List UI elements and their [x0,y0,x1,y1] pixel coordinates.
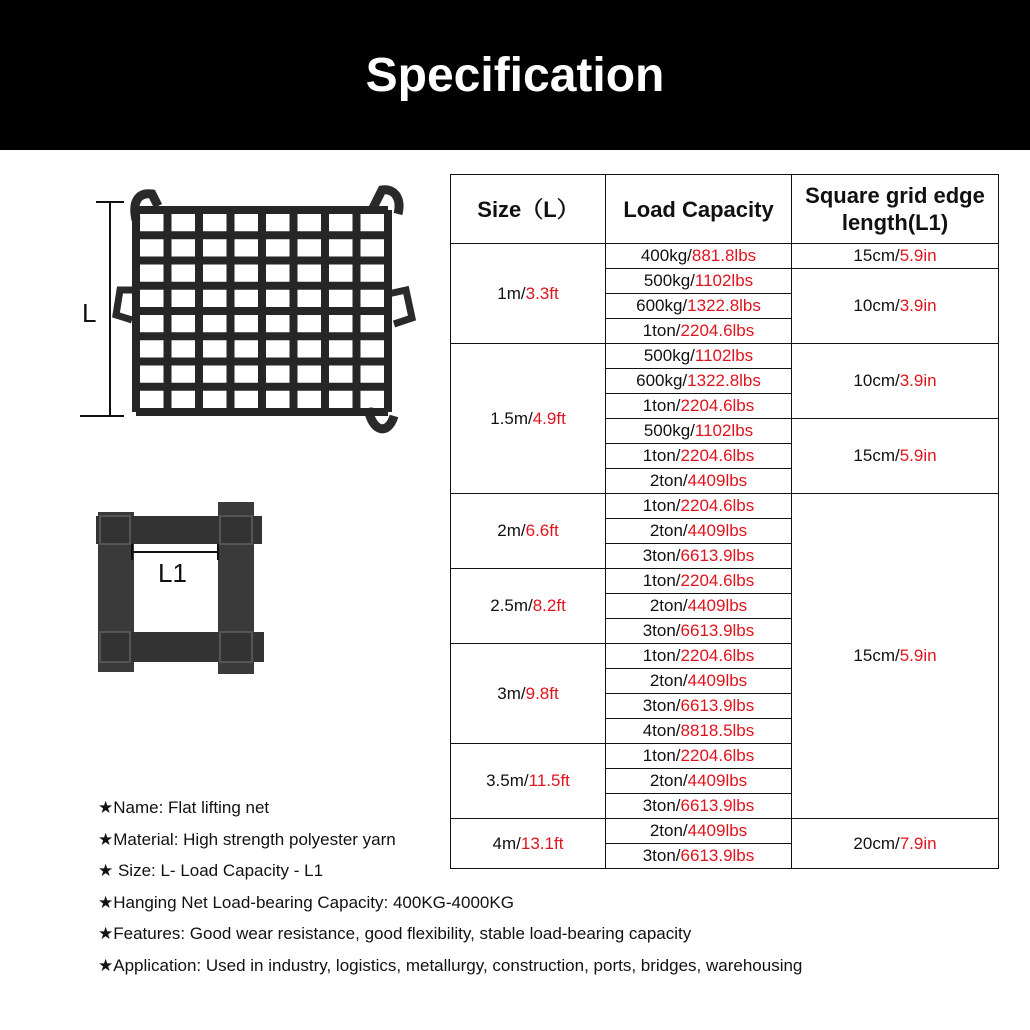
load-capacity-cell-metric: 500kg/ [643,346,695,365]
grid-length-cell [792,819,999,869]
size-cell [451,644,606,744]
load-capacity-cell-metric: 500kg/ [643,421,695,440]
grid-length-cell-imperial: 3.9in [899,371,937,390]
load-capacity-cell [606,744,792,769]
load-capacity-cell-imperial: 6613.9lbs [680,546,755,565]
load-capacity-cell-metric: 1ton/ [642,496,681,515]
load-capacity-cell [606,494,792,519]
load-capacity-cell-metric: 2ton/ [649,671,688,690]
size-cell-metric: 3.5m/ [486,771,529,790]
size-cell-metric: 2.5m/ [490,596,533,615]
load-capacity-cell-imperial: 6613.9lbs [680,621,755,640]
load-capacity-cell-metric: 2ton/ [649,596,688,615]
load-capacity-cell-metric: 1ton/ [642,571,681,590]
load-capacity-cell-imperial: 6613.9lbs [680,796,755,815]
load-capacity-cell-imperial: 1102lbs [694,421,754,440]
load-capacity-cell [606,769,792,794]
load-capacity-cell [606,569,792,594]
grid-length-cell-metric: 10cm/ [853,296,900,315]
load-capacity-cell [606,669,792,694]
grid-length-cell-imperial: 5.9in [899,246,937,265]
load-capacity-cell-imperial: 1322.8lbs [687,371,761,390]
load-capacity-cell [606,444,792,469]
load-capacity-cell [606,719,792,744]
load-capacity-cell-metric: 4ton/ [642,721,681,740]
load-capacity-cell-metric: 3ton/ [642,621,681,640]
load-capacity-cell [606,294,792,319]
load-capacity-cell [606,694,792,719]
load-capacity-cell [606,244,792,269]
size-cell-imperial: 3.3ft [525,283,559,303]
cell-dimension-label: L1 [158,558,187,588]
table-header-row [451,175,999,244]
load-capacity-cell-imperial: 2204.6lbs [680,321,755,340]
load-capacity-cell-imperial: 2204.6lbs [680,571,755,590]
load-capacity-cell [606,319,792,344]
table-row [451,244,999,269]
size-cell-imperial: 8.2ft [532,596,566,615]
load-capacity-cell-metric: 3ton/ [642,546,681,565]
note-material: ★Material: High strength polyester yarn [98,829,396,849]
load-capacity-cell [606,469,792,494]
load-capacity-cell-imperial: 4409lbs [687,821,748,840]
load-capacity-cell [606,419,792,444]
load-capacity-cell-imperial: 2204.6lbs [680,746,755,765]
grid-length-cell-metric: 10cm/ [853,371,900,390]
grid-length-cell [792,419,999,494]
load-capacity-cell-imperial: 4409lbs [687,521,748,540]
size-cell-imperial: 11.5ft [528,771,570,790]
load-capacity-cell [606,544,792,569]
load-capacity-cell-metric: 1ton/ [642,446,681,465]
load-capacity-column-header: Load Capacity [606,175,792,244]
load-capacity-cell-imperial: 6613.9lbs [680,696,755,715]
grid-length-cell-metric: 15cm/ [853,646,900,665]
load-capacity-cell-imperial: 881.8lbs [691,246,757,265]
load-capacity-cell-metric: 2ton/ [649,521,688,540]
grid-length-cell [792,269,999,344]
load-capacity-cell-imperial: 1102lbs [694,271,754,290]
load-capacity-cell-metric: 3ton/ [642,696,681,715]
size-cell-imperial: 4.9ft [532,408,566,428]
title-banner [0,0,1030,150]
load-capacity-cell-metric: 1ton/ [642,646,681,665]
product-notes [98,796,802,985]
load-capacity-cell [606,519,792,544]
load-capacity-cell-metric: 3ton/ [642,796,681,815]
load-capacity-cell-metric: 2ton/ [649,771,688,790]
note-application: ★Application: Used in industry, logistics, metallurgy, construction, ports, bridges, warehousing [98,955,803,975]
grid-length-cell-imperial: 3.9in [899,296,937,315]
load-capacity-cell-imperial: 4409lbs [687,596,748,615]
load-capacity-cell-imperial: 6613.9lbs [680,846,755,865]
grid-length-cell-metric: 15cm/ [853,446,900,465]
size-cell [451,569,606,644]
load-capacity-cell-imperial: 4409lbs [687,771,748,790]
load-capacity-cell-imperial: 2204.6lbs [680,496,755,515]
load-capacity-cell-metric: 1ton/ [642,321,681,340]
size-cell-imperial: 6.6ft [525,521,559,540]
load-capacity-cell-metric: 600kg/ [636,371,688,390]
size-cell-metric: 4m/ [492,833,521,853]
load-capacity-cell-metric: 1ton/ [642,746,681,765]
size-cell-metric: 2m/ [497,521,526,540]
lifting-net-illustration [76,180,416,445]
grid-length-cell [792,344,999,419]
specification-table [450,174,999,869]
note-size: ★ Size: L- Load Capacity - L1 [98,861,324,880]
load-capacity-cell-metric: 600kg/ [636,296,688,315]
note-capacity: ★Hanging Net Load-bearing Capacity: 400KG-4000KG [98,892,514,912]
size-cell-metric: 1.5m/ [490,408,533,428]
load-capacity-cell-imperial: 8818.5lbs [680,721,755,740]
page-title: Specification [365,48,665,102]
size-cell [451,344,606,494]
note-name: ★Name: Flat lifting net [98,798,270,817]
load-capacity-cell [606,394,792,419]
load-capacity-cell-imperial: 4409lbs [687,671,748,690]
grid-length-cell-imperial: 5.9in [899,446,937,465]
grid-length-cell [792,494,999,819]
load-capacity-cell-metric: 500kg/ [643,271,695,290]
size-cell [451,244,606,344]
size-cell-imperial: 13.1ft [520,833,564,853]
load-capacity-cell-metric: 3ton/ [642,846,681,865]
grid-length-cell-imperial: 5.9in [899,646,937,665]
table-row [451,494,999,519]
net-dimension-label: L [82,298,97,328]
load-capacity-cell [606,369,792,394]
load-capacity-cell-imperial: 4409lbs [687,471,748,490]
load-capacity-cell [606,644,792,669]
grid-length-cell [792,244,999,269]
load-capacity-cell [606,269,792,294]
load-capacity-cell-metric: 400kg/ [640,246,692,265]
load-capacity-cell-metric: 2ton/ [649,821,688,840]
load-capacity-cell-imperial: 2204.6lbs [680,446,755,465]
load-capacity-cell-imperial: 1322.8lbs [687,296,761,315]
load-capacity-cell [606,344,792,369]
grid-length-cell-imperial: 7.9in [899,833,937,853]
load-capacity-cell-imperial: 1102lbs [694,346,754,365]
load-capacity-cell-imperial: 2204.6lbs [680,646,755,665]
table-row [451,344,999,369]
grid-length-cell-metric: 20cm/ [853,833,900,853]
load-capacity-cell [606,619,792,644]
load-capacity-cell [606,594,792,619]
size-column-header: Size（L） [451,175,606,244]
size-cell-metric: 1m/ [497,283,526,303]
size-cell-metric: 3m/ [497,683,526,703]
grid-length-column-header: Square grid edge length(L1) [792,175,999,244]
load-capacity-cell-imperial: 2204.6lbs [680,396,755,415]
grid-length-cell-metric: 15cm/ [853,246,900,265]
size-cell-imperial: 9.8ft [525,683,559,703]
note-features: ★Features: Good wear resistance, good flexibility, stable load-bearing capacity [98,924,692,943]
load-capacity-cell-metric: 1ton/ [642,396,681,415]
size-cell [451,494,606,569]
load-capacity-cell-metric: 2ton/ [649,471,688,490]
grid-cell-illustration [96,500,266,680]
